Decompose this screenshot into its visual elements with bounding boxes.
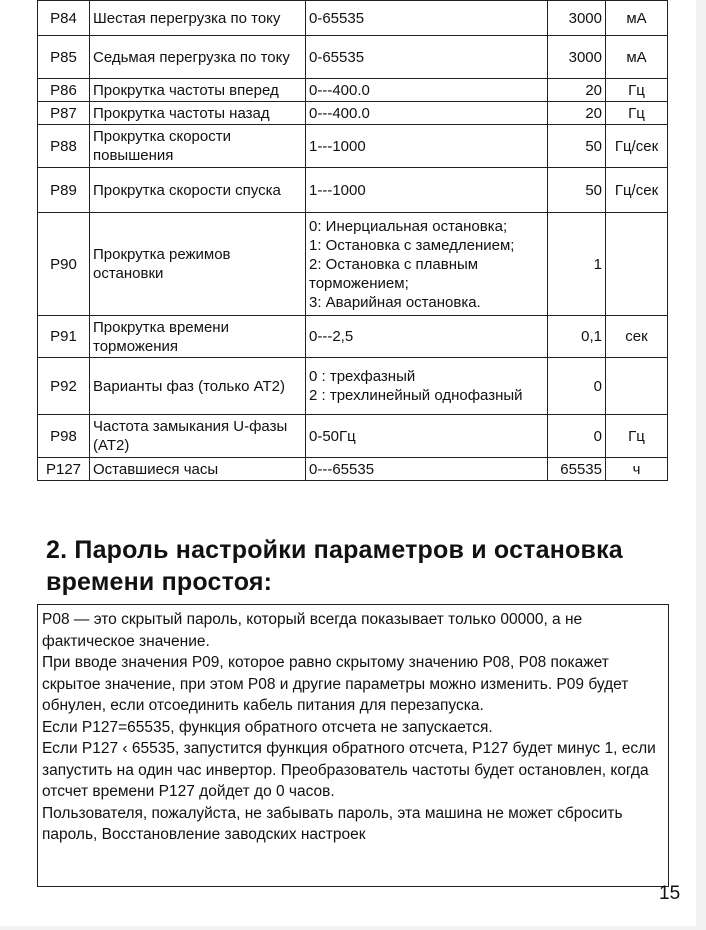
table-row xyxy=(38,358,668,415)
table-row xyxy=(38,168,668,213)
note-paragraph: P08 — это скрытый пароль, который всегда показывает только 00000, а не фактическое значение. xyxy=(42,611,583,650)
param-code: P91 xyxy=(38,316,90,358)
param-name: Седьмая перегрузка по току xyxy=(90,36,306,79)
param-code: P127 xyxy=(38,458,90,481)
param-code: P87 xyxy=(38,102,90,125)
section-title: 2. Пароль настройки параметров и остановка времени простоя: xyxy=(46,536,623,596)
param-range xyxy=(306,458,548,481)
param-default: 50 xyxy=(548,125,606,168)
parameter-table-body xyxy=(38,1,668,481)
param-name: Прокрутка частоты назад xyxy=(90,102,306,125)
parameter-table xyxy=(37,0,668,481)
table-row xyxy=(38,79,668,102)
param-default: 0 xyxy=(548,358,606,415)
table-row xyxy=(38,213,668,316)
range-option: 0---400.0 xyxy=(309,104,370,122)
param-default: 3000 xyxy=(548,1,606,36)
param-code: P84 xyxy=(38,1,90,36)
param-default: 0 xyxy=(548,415,606,458)
param-unit: мА xyxy=(606,36,668,79)
param-unit: Гц/сек xyxy=(606,168,668,213)
param-code: P89 xyxy=(38,168,90,213)
range-option: 1---1000 xyxy=(309,137,366,155)
param-unit xyxy=(606,213,668,316)
param-unit: Гц xyxy=(606,102,668,125)
param-default: 50 xyxy=(548,168,606,213)
range-option: 0---400.0 xyxy=(309,81,370,99)
param-code: P92 xyxy=(38,358,90,415)
param-name: Прокрутка частоты вперед xyxy=(90,79,306,102)
param-default: 3000 xyxy=(548,36,606,79)
table-row xyxy=(38,316,668,358)
param-unit: Гц xyxy=(606,415,668,458)
note-paragraph: Если P127=65535, функция обратного отсчета не запускается. xyxy=(42,718,493,736)
param-unit: Гц/сек xyxy=(606,125,668,168)
range-option: 0-65535 xyxy=(309,9,365,27)
param-unit: сек xyxy=(606,316,668,358)
range-option: 1: Остановка с замедлением; xyxy=(309,236,515,254)
param-range xyxy=(306,102,548,125)
param-code: P88 xyxy=(38,125,90,168)
param-code: P90 xyxy=(38,213,90,316)
range-option: 3: Аварийная остановка. xyxy=(309,293,481,311)
table-row xyxy=(38,458,668,481)
param-code: P86 xyxy=(38,79,90,102)
param-range xyxy=(306,358,548,415)
note-paragraph: При вводе значения P09, которое равно скрытому значению P08, P08 покажет скрытое значение, при этом P08 и другие параметры можно изменить. P09 будет обнулен, если отсоединить кабель питания для перезапуска. xyxy=(42,654,629,714)
table-row xyxy=(38,102,668,125)
param-range xyxy=(306,316,548,358)
param-range xyxy=(306,125,548,168)
param-range xyxy=(306,213,548,316)
param-range xyxy=(306,415,548,458)
param-code: P98 xyxy=(38,415,90,458)
table-row xyxy=(38,36,668,79)
range-option: 0---65535 xyxy=(309,460,375,478)
table-row xyxy=(38,1,668,36)
range-option: 0 : трехфазный xyxy=(309,368,416,385)
param-name: Шестая перегрузка по току xyxy=(90,1,306,36)
param-unit: ч xyxy=(606,458,668,481)
param-name: Частота замыкания U-фазы (AT2) xyxy=(90,415,306,458)
param-default: 65535 xyxy=(548,458,606,481)
range-option: 0: Инерциальная остановка; xyxy=(309,217,508,235)
note-paragraph: Если P127 ‹ 65535, запустится функция обратного отсчета, P127 будет минус 1, если запустить на один час инвертор. Преобразователь частоты будет остановлен, когда отсчет времени P127 дойдет до 0 часов. xyxy=(42,740,656,800)
param-range xyxy=(306,36,548,79)
table-row xyxy=(38,415,668,458)
param-unit: Гц xyxy=(606,79,668,102)
param-range xyxy=(306,168,548,213)
param-name: Оставшиеся часы xyxy=(90,458,306,481)
page-number: 15 xyxy=(659,883,681,904)
range-option: 0-65535 xyxy=(309,48,365,66)
param-name: Прокрутка времени торможения xyxy=(90,316,306,358)
param-default: 20 xyxy=(548,102,606,125)
param-unit xyxy=(606,358,668,415)
range-option: 2: Остановка с плавным торможением; xyxy=(309,255,479,292)
table-row xyxy=(38,125,668,168)
range-option: 0-50Гц xyxy=(309,427,356,445)
param-default: 20 xyxy=(548,79,606,102)
note-box xyxy=(37,604,669,887)
range-option: 2 : трехлинейный однофазный xyxy=(309,387,523,404)
range-option: 1---1000 xyxy=(309,181,366,199)
param-name: Прокрутка скорости спуска xyxy=(90,168,306,213)
param-code: P85 xyxy=(38,36,90,79)
param-default: 0,1 xyxy=(548,316,606,358)
range-option: 0---2,5 xyxy=(309,328,354,345)
param-range xyxy=(306,1,548,36)
param-unit: мА xyxy=(606,1,668,36)
param-name: Прокрутка режимов остановки xyxy=(90,213,306,316)
param-name: Прокрутка скорости повышения xyxy=(90,125,306,168)
note-paragraph: Пользователя, пожалуйста, не забывать пароль, эта машина не может сбросить пароль, Восстановление заводских настроек xyxy=(42,804,623,843)
param-default: 1 xyxy=(548,213,606,316)
param-name: Варианты фаз (только AT2) xyxy=(90,358,306,415)
param-range xyxy=(306,79,548,102)
